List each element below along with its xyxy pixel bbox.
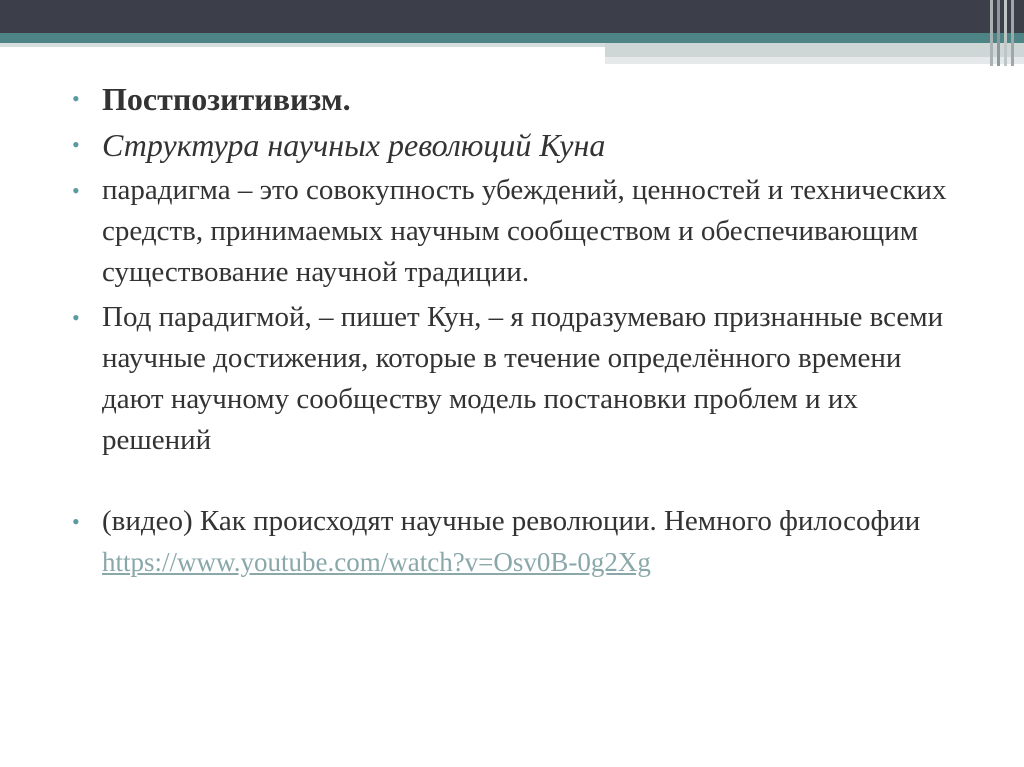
- header-step-band-light: [605, 57, 1024, 64]
- bullet-item-paradigm-definition: [70, 170, 970, 293]
- video-caption: (видео) Как происходят научные революции. Немного философии: [102, 505, 921, 537]
- bullet-text: Структура научных революций Куна: [102, 127, 606, 163]
- bullet-icon: •: [72, 86, 80, 111]
- bullet-icon: •: [72, 305, 80, 330]
- header-dark-band: [0, 0, 1024, 33]
- bullet-item-video: [70, 501, 970, 583]
- bullet-item-kuhn-quote: [70, 297, 970, 461]
- vertical-line: [990, 0, 993, 66]
- bullet-icon: •: [72, 178, 80, 203]
- header-vertical-lines: [990, 0, 1024, 66]
- vertical-line: [1004, 0, 1007, 66]
- bullet-text: Постпозитивизм.: [102, 81, 351, 117]
- vertical-line: [997, 0, 1000, 66]
- slide-content: [70, 76, 970, 583]
- header-teal-band: [0, 33, 1024, 43]
- video-link[interactable]: https://www.youtube.com/watch?v=Osv0B-0g2Xg: [102, 547, 651, 577]
- bullet-text-video: [102, 501, 970, 583]
- bullet-text: Под парадигмой, – пишет Кун, – я подразумеваю признанные всеми научные достижения, которые в течение определённого времени дают научному сообществу модель постановки проблем и их решений: [102, 301, 944, 456]
- bullet-item-postpositivism: [70, 76, 970, 122]
- vertical-line: [1011, 0, 1014, 66]
- header-step-band: [605, 43, 1024, 57]
- bullet-text: парадигма – это совокупность убеждений, ценностей и технических средств, принимаемых научным сообществом и обеспечивающим существование научной традиции.: [102, 174, 947, 288]
- bullet-icon: •: [72, 132, 80, 157]
- bullet-item-kuhn-structure: [70, 122, 970, 168]
- bullet-icon: •: [72, 509, 80, 534]
